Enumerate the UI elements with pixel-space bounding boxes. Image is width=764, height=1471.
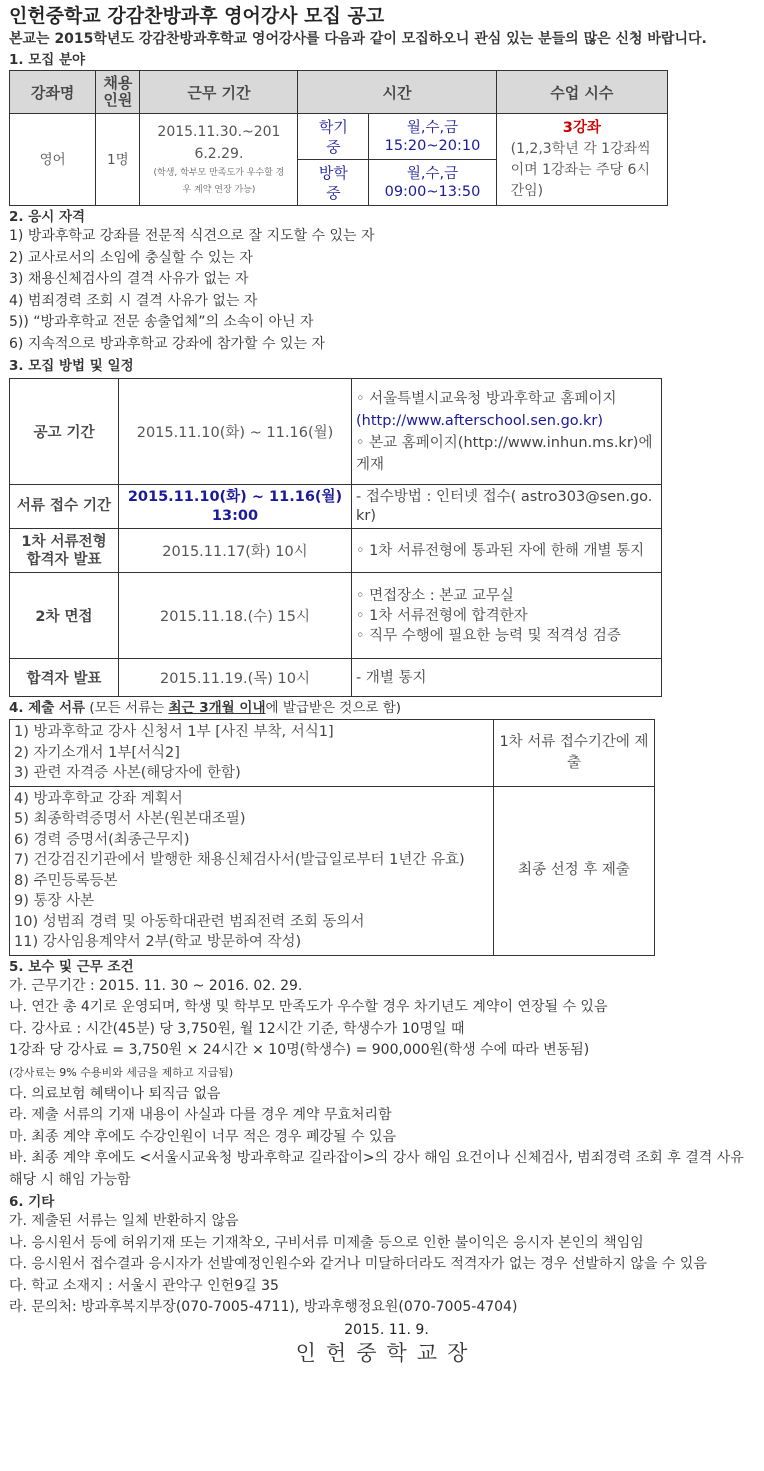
etc-item: 라. 문의처: 방과후복지부장(070-7005-4711), 방과후행정요원(070-7005-4704): [9, 1299, 518, 1315]
desc-line: ◦ 1차 서류전형에 합격한자: [356, 607, 528, 624]
qualification-item: 2) 교사로서의 소임에 충실할 수 있는 자: [9, 249, 253, 266]
document-item: 7) 건강검진기관에서 발행한 채용신체검사서(발급일로부터 1년간 유효): [14, 852, 465, 868]
desc-line: ◦ 면접장소 : 본교 교무실: [356, 587, 514, 604]
hours-cell: [496, 114, 667, 206]
document-item: 1) 방과후학교 강사 신청서 1부 [사진 부착, 서식1]: [14, 724, 334, 740]
qualification-item: 3) 채용신체검사의 결격 사유가 없는 자: [9, 271, 249, 287]
documents-group1-when: 1차 서류 접수기간에 제출: [494, 720, 655, 787]
document-item: 9) 통장 사본: [14, 893, 95, 909]
col-period: 근무 기간: [140, 71, 298, 114]
condition-item: 다. 의료보험 혜택이나 퇴직금 없음: [9, 1085, 221, 1102]
condition-item: 가. 근무기간 : 2015. 11. 30 ~ 2016. 02. 29.: [9, 977, 303, 994]
document-item: 4) 방과후학교 강좌 계획서: [14, 790, 183, 807]
etc-item: 가. 제출된 서류는 일체 반환하지 않음: [9, 1213, 239, 1229]
schedule-desc: ◦ 1차 서류전형에 통과된 자에 한해 개별 통지: [352, 529, 662, 573]
schedule-desc: - 접수방법 : 인터넷 접수( astro303@sen.go.kr): [352, 485, 662, 529]
document-item: 6) 경력 증명서(최종근무지): [14, 831, 190, 848]
schedule-date: 2015.11.17(화) 10시: [119, 529, 352, 573]
principal-signature: 인헌중학교장: [295, 1340, 478, 1365]
section1-heading: 1. 모집 분야: [9, 52, 86, 68]
vacation-label: 방학중: [298, 160, 369, 206]
section3-heading: 3. 모집 방법 및 일정: [9, 358, 134, 374]
condition-item: 바. 최종 계약 후에도 <서울시교육청 방과후학교 길라잡이>의 강사 해임 요건이나 신체검사, 범죄경력 조회 후 결격 사유 해당 시 해임 가능함: [9, 1150, 744, 1188]
desc-line: ◦ 직무 수행에 필요한 능력 및 적격성 검증: [356, 627, 621, 644]
schedule-desc: [352, 573, 662, 659]
etc-item: 다. 응시원서 접수결과 응시자가 선발예정인원수와 같거나 미달하더라도 적격자가 없는 경우 선발하지 않을 수 있음: [9, 1256, 707, 1272]
intro-text: 본교는 2015학년도 강감찬방과후학교 영어강사를 다음과 같이 모집하오니 관심 있는 분들의 많은 신청 바랍니다.: [9, 31, 707, 47]
condition-item: 라. 제출 서류의 기재 내용이 사실과 다를 경우 계약 무효처리함: [9, 1107, 392, 1123]
etc-item: 나. 응시원서 등에 허위기재 또는 기재착오, 구비서류 미제출 등으로 인한 불이익은 응시자 본인의 책임임: [9, 1234, 644, 1251]
condition-item: 마. 최종 계약 후에도 수강인원이 너무 적은 경우 폐강될 수 있음: [9, 1128, 397, 1145]
term-label: 학기중: [298, 114, 369, 160]
schedule-table: [9, 378, 662, 697]
fee-note: (강사료는 9% 수용비와 세금을 제하고 지급됨): [9, 1065, 234, 1079]
period-note: (학생, 학부모 만족도가 우수할 경우 계약 연장 가능): [153, 167, 285, 195]
section6-heading: 6. 기타: [9, 1194, 55, 1210]
schedule-label: 합격자 발표: [10, 659, 119, 697]
recruitment-table: [9, 70, 668, 206]
hours-main: 3강좌: [562, 120, 601, 136]
schedule-label: 공고 기간: [10, 379, 119, 485]
document-item: 8) 주민등록등본: [14, 872, 118, 889]
course-cell: 영어: [10, 114, 96, 206]
etc-item: 다. 학교 소재지 : 서울시 관악구 인헌9길 35: [9, 1277, 279, 1294]
schedule-date: 2015.11.18.(수) 15시: [119, 573, 352, 659]
count-cell: 1명: [96, 114, 140, 206]
schedule-date: 2015.11.10(화) ~ 11.16(월): [119, 379, 352, 485]
condition-item: 다. 강사료 : 시간(45분) 당 3,750원, 월 12시간 기준, 학생수가 10명일 때: [9, 1020, 465, 1037]
term-time: 월,수,금 15:20~20:10: [369, 114, 496, 160]
desc-line: ◦ 본교 홈페이지(http://www.inhun.ms.kr)에 게재: [356, 434, 653, 473]
schedule-desc: - 개별 통지: [352, 659, 662, 697]
col-time: 시간: [298, 71, 496, 114]
schedule-desc: [352, 379, 662, 485]
document-item: 2) 자기소개서 1부[서식2]: [14, 744, 180, 761]
announcement-date: 2015. 11. 9.: [344, 1321, 429, 1338]
section5-heading: 5. 보수 및 근무 조건: [9, 958, 134, 975]
documents-group1: [10, 720, 494, 787]
qualification-item: 5)) “방과후학교 전문 송출업체”의 소속이 아닌 자: [9, 314, 314, 330]
condition-item: 나. 연간 총 4기로 운영되며, 학생 및 학부모 만족도가 우수할 경우 차기년도 계약이 연장될 수 있음: [9, 999, 608, 1015]
section4-note-suffix: 에 발급받은 것으로 함): [265, 700, 402, 716]
section4-heading: [9, 699, 764, 717]
section4-note-emphasis: 최근 3개월 이내: [168, 700, 266, 716]
schedule-label: 1차 서류전형 합격자 발표: [10, 529, 119, 573]
section4-title: 4. 제출 서류: [9, 700, 86, 716]
documents-group2: [10, 786, 494, 955]
desc-link[interactable]: (http://www.afterschool.sen.go.kr): [356, 412, 604, 429]
qualification-item: 6) 지속적으로 방과후학교 강좌에 참가할 수 있는 자: [9, 335, 325, 352]
schedule-date: 2015.11.10(화) ~ 11.16(월) 13:00: [119, 485, 352, 529]
document-title: 인헌중학교 강감찬방과후 영어강사 모집 공고: [9, 5, 385, 27]
section2-heading: 2. 응시 자격: [9, 209, 86, 225]
documents-group2-when: 최종 선정 후 제출: [494, 786, 655, 955]
col-count: 채용 인원: [96, 71, 140, 114]
schedule-date: 2015.11.19.(목) 10시: [119, 659, 352, 697]
schedule-label: 2차 면접: [10, 573, 119, 659]
document-item: 10) 성범죄 경력 및 아동학대관련 범죄전력 조회 동의서: [14, 913, 365, 930]
document-item: 5) 최종학력증명서 사본(원본대조필): [14, 811, 246, 827]
condition-item: 1강좌 당 강사료 = 3,750원 × 24시간 × 10명(학생수) = 900,000원(학생 수에 따라 변동됨): [9, 1042, 590, 1058]
qualification-item: 4) 범죄경력 조회 시 결격 사유가 없는 자: [9, 292, 258, 309]
period-text: 2015.11.30.~2016.2.29.: [157, 123, 281, 162]
documents-table: [9, 719, 655, 956]
schedule-label: 서류 접수 기간: [10, 485, 119, 529]
hours-note: (1,2,3학년 각 1강좌씩이며 1강좌는 주당 6시간임): [510, 141, 651, 199]
col-course: 강좌명: [10, 71, 96, 114]
document-item: 3) 관련 자격증 사본(해당자에 한함): [14, 765, 241, 781]
vacation-time: 월,수,금 09:00~13:50: [369, 160, 496, 206]
period-cell: [140, 114, 298, 206]
document-item: 11) 강사임용계약서 2부(학교 방문하여 작성): [14, 934, 302, 950]
desc-line: ◦ 서울특별시교육청 방과후학교 홈페이지: [356, 390, 617, 407]
col-hours: 수업 시수: [496, 71, 667, 114]
section4-note-prefix: (모든 서류는: [85, 700, 169, 716]
qualification-item: 1) 방과후학교 강좌를 전문적 식견으로 잘 지도할 수 있는 자: [9, 228, 375, 244]
notice-document: [0, 4, 764, 1471]
